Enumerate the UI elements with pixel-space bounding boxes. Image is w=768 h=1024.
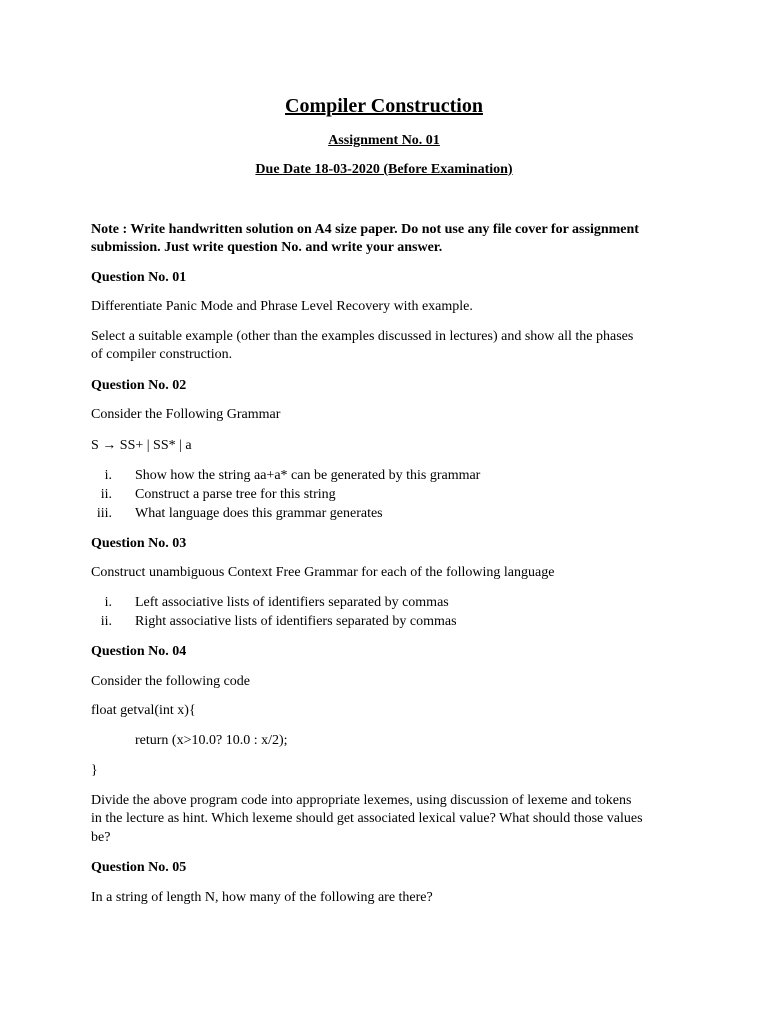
assignment-number: Assignment No. 01: [328, 133, 440, 148]
list-item-text: Show how the string aa+a* can be generated by this grammar: [135, 468, 481, 483]
note-line-2: submission. Just write question No. and write your answer.: [91, 240, 443, 255]
question-4-paragraph-line-2: in the lecture as hint. Which lexeme should get associated lexical value? What should those values: [91, 811, 643, 826]
question-4-paragraph-line-3: be?: [91, 830, 111, 845]
question-1-heading: Question No. 01: [91, 270, 187, 285]
question-4-intro: Consider the following code: [91, 674, 251, 689]
code-line-3: }: [91, 763, 98, 778]
document-title: Compiler Construction: [285, 95, 483, 117]
question-2-heading: Question No. 02: [91, 378, 187, 393]
code-line-2: return (x>10.0? 10.0 : x/2);: [135, 733, 288, 748]
question-1-paragraph-2-line-2: of compiler construction.: [91, 347, 233, 362]
question-3-intro: Construct unambiguous Context Free Grammar for each of the following language: [91, 565, 555, 580]
list-item-number: i.: [104, 595, 112, 610]
question-1-paragraph-2-line-1: Select a suitable example (other than the examples discussed in lectures) and show all the phases: [91, 329, 634, 344]
question-2-intro: Consider the Following Grammar: [91, 407, 281, 422]
note-line-1: Note : Write handwritten solution on A4 size paper. Do not use any file cover for assignment: [91, 222, 639, 237]
question-4-paragraph-line-1: Divide the above program code into appropriate lexemes, using discussion of lexeme and tokens: [91, 793, 632, 808]
list-item-text: What language does this grammar generates: [135, 506, 383, 521]
list-item-number: iii.: [96, 506, 112, 521]
list-item-text: Right associative lists of identifiers separated by commas: [135, 614, 457, 629]
list-item-number: i.: [104, 468, 112, 483]
list-item-text: Construct a parse tree for this string: [135, 487, 336, 502]
question-5-heading: Question No. 05: [91, 860, 187, 875]
question-4-heading: Question No. 04: [91, 644, 187, 659]
grammar-rule: S → SS+ | SS* | a: [91, 438, 192, 453]
due-date: Due Date 18-03-2020 (Before Examination): [255, 162, 513, 177]
code-line-1: float getval(int x){: [91, 703, 196, 718]
list-item-number: ii.: [100, 614, 112, 629]
list-item-number: ii.: [100, 487, 112, 502]
list-item-text: Left associative lists of identifiers separated by commas: [135, 595, 449, 610]
question-5-intro: In a string of length N, how many of the following are there?: [91, 890, 433, 905]
question-3-heading: Question No. 03: [91, 536, 187, 551]
question-1-paragraph-1: Differentiate Panic Mode and Phrase Level Recovery with example.: [91, 299, 473, 314]
